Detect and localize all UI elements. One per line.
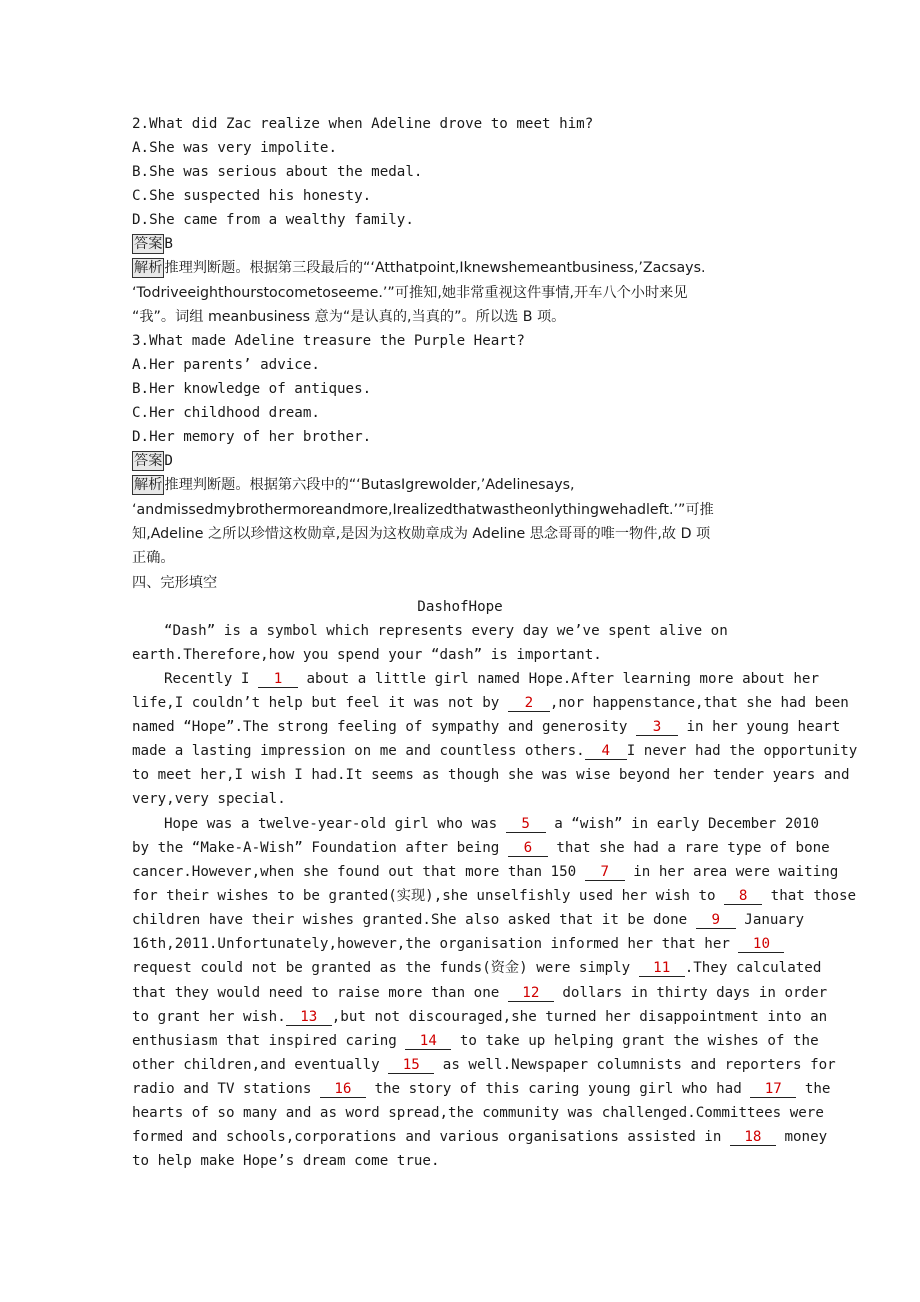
analysis-text: “我”。词组 meanbusiness 意为“是认真的,当真的”。所以选 B 项。 — [132, 309, 566, 325]
blank-8[interactable]: 8 — [724, 888, 762, 905]
blank-15[interactable]: 15 — [388, 1057, 434, 1074]
passage-line: very,very special. — [132, 791, 286, 807]
passage-line: enthusiasm that inspired caring 14 to take up helping grant the wishes of the — [132, 1033, 819, 1049]
blank-1[interactable]: 1 — [258, 671, 298, 688]
blank-12[interactable]: 12 — [508, 985, 554, 1002]
option-d: D.Her memory of her brother. — [132, 429, 372, 445]
question-3 — [132, 331, 525, 351]
answer-value: B — [164, 236, 173, 252]
passage-title: DashofHope — [417, 599, 503, 615]
analysis-line — [132, 258, 705, 278]
passage-line: hearts of so many and as word spread,the community was challenged.Committees were — [132, 1105, 824, 1121]
option-d: D.She came from a wealthy family. — [132, 212, 414, 228]
passage-line: request could not be granted as the funds(资金) were simply 11 .They calculated — [132, 960, 822, 976]
question-text: What did Zac realize when Adeline drove to meet him? — [149, 116, 594, 132]
passage-line: that they would need to raise more than one 12 dollars in thirty days in order — [132, 985, 828, 1001]
passage-line: cancer.However,when she found out that more than 150 7 in her area were waiting — [132, 864, 839, 880]
blank-14[interactable]: 14 — [405, 1033, 451, 1050]
analysis-text: ‘Todriveeighthourstocometoseeme.’”可推知,她非常重视这件事情,开车八个小时来见 — [132, 285, 688, 301]
passage-line: formed and schools,corporations and various organisations assisted in 18 money — [132, 1129, 828, 1145]
question-text: What made Adeline treasure the Purple Heart? — [149, 333, 525, 349]
section-heading: 四、完形填空 — [132, 575, 218, 591]
answer-tag: 答案 — [134, 236, 163, 252]
passage-line: earth.Therefore,how you spend your “dash” is important. — [132, 647, 602, 663]
option-b: B.She was serious about the medal. — [132, 164, 423, 180]
blank-13[interactable]: 13 — [286, 1009, 332, 1026]
analysis-tag: 解析 — [134, 260, 163, 276]
analysis-tag: 解析 — [134, 477, 163, 493]
blank-17[interactable]: 17 — [750, 1081, 796, 1098]
option-a: A.Her parents’ advice. — [132, 357, 320, 373]
blank-2[interactable]: 2 — [508, 695, 550, 712]
question-number: 2. — [132, 116, 150, 132]
passage-line: made a lasting impression on me and countless others. 4 I never had the opportunity — [132, 743, 858, 759]
blank-4[interactable]: 4 — [585, 743, 627, 760]
passage-line: “Dash” is a symbol which represents every day we’ve spent alive on — [164, 623, 728, 639]
analysis-text: ‘andmissedmybrothermoreandmore,Irealizedthatwastheonlythingwehadleft.’”可推 — [132, 502, 714, 518]
passage-line: other children,and eventually 15 as well.Newspaper columnists and reporters for — [132, 1057, 836, 1073]
passage-line: Recently I 1 about a little girl named Hope.After learning more about her — [164, 671, 820, 687]
passage-line: named “Hope”.The strong feeling of sympathy and generosity 3 in her young heart — [132, 719, 841, 735]
passage-line: life,I couldn’t help but feel it was not by 2 ,nor happenstance,that she had been — [132, 695, 849, 711]
passage-line: by the “Make-A-Wish” Foundation after being 6 that she had a rare type of bone — [132, 840, 830, 856]
analysis-text: 推理判断题。根据第六段中的“‘ButasIgrewolder,’Adelinesays, — [164, 477, 575, 493]
question-2 — [132, 114, 593, 134]
option-c: C.Her childhood dream. — [132, 405, 320, 421]
answer-line — [132, 234, 173, 254]
passage-line: 16th,2011.Unfortunately,however,the organisation informed her that her 10 — [132, 934, 784, 954]
answer-value: D — [164, 453, 173, 469]
answer-line — [132, 451, 173, 471]
blank-5[interactable]: 5 — [506, 816, 546, 833]
option-c: C.She suspected his honesty. — [132, 188, 372, 204]
blank-9[interactable]: 9 — [696, 912, 736, 929]
blank-16[interactable]: 16 — [320, 1081, 366, 1098]
blank-7[interactable]: 7 — [585, 864, 625, 881]
passage-line: children have their wishes granted.She also asked that it be done 9 January — [132, 912, 805, 928]
option-b: B.Her knowledge of antiques. — [132, 381, 372, 397]
passage-line: to meet her,I wish I had.It seems as though she was wise beyond her tender years and — [132, 767, 850, 783]
passage-line: to grant her wish. 13 ,but not discouraged,she turned her disappointment into an — [132, 1009, 828, 1025]
option-a: A.She was very impolite. — [132, 140, 337, 156]
passage-line: for their wishes to be granted(实现),she unselfishly used her wish to 8 that those — [132, 888, 857, 904]
analysis-line — [132, 475, 575, 495]
blank-18[interactable]: 18 — [730, 1129, 776, 1146]
analysis-text: 知,Adeline 之所以珍惜这枚勋章,是因为这枚勋章成为 Adeline 思念哥哥的唯一物件,故 D 项 — [132, 526, 711, 542]
passage-line: to help make Hope’s dream come true. — [132, 1153, 440, 1169]
blank-3[interactable]: 3 — [636, 719, 678, 736]
passage-line: Hope was a twelve-year-old girl who was 5 a “wish” in early December 2010 — [164, 816, 820, 832]
answer-tag: 答案 — [134, 453, 163, 469]
question-number: 3. — [132, 333, 150, 349]
blank-6[interactable]: 6 — [508, 840, 548, 857]
analysis-text: 推理判断题。根据第三段最后的“‘Atthatpoint,Iknewshemeantbusiness,’Zacsays. — [164, 260, 706, 276]
blank-10[interactable]: 10 — [738, 936, 784, 953]
blank-11[interactable]: 11 — [639, 960, 685, 977]
analysis-text: 正确。 — [132, 550, 175, 566]
passage-line: radio and TV stations 16 the story of this caring young girl who had 17 the — [132, 1081, 831, 1097]
